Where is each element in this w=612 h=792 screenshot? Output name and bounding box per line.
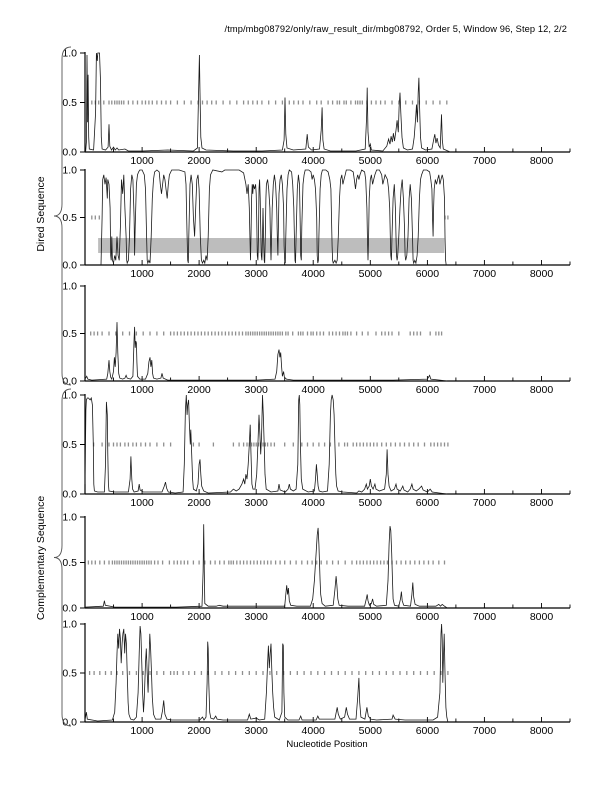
x-tick-label: 7000 (472, 611, 497, 623)
x-tick-label: 1000 (130, 268, 154, 280)
group-label-direct-sequence: Dired Sequence (35, 176, 47, 252)
y-tick-label: 0.5 (62, 97, 77, 109)
x-tick-label: 2000 (187, 497, 211, 509)
x-tick-label: 5000 (358, 611, 382, 623)
x-tick-label: 7000 (472, 725, 497, 737)
x-tick-label: 2000 (187, 611, 211, 623)
x-tick-label: 8000 (529, 384, 554, 396)
x-tick-label: 5000 (358, 497, 382, 509)
y-tick-label: 0.5 (62, 667, 77, 680)
panel-direct-3 (62, 281, 570, 397)
x-tick-label: 6000 (415, 497, 440, 509)
x-tick-label: 3000 (244, 497, 268, 509)
axes (80, 516, 570, 608)
x-tick-label: 1000 (130, 155, 154, 167)
x-tick-label: 8000 (529, 611, 554, 623)
x-tick-label: 5000 (358, 384, 382, 396)
x-tick-label: 4000 (301, 268, 325, 280)
x-tick-label: 3000 (244, 611, 268, 623)
x-tick-label: 6000 (415, 725, 440, 737)
y-tick-label: 0.0 (62, 602, 77, 615)
x-tick-label: 8000 (529, 155, 554, 167)
x-tick-label: 7000 (472, 384, 497, 396)
threshold-markers (94, 443, 448, 447)
y-tick-label: 1.0 (62, 47, 77, 60)
x-tick-label: 6000 (415, 268, 440, 280)
x-tick-label: 3000 (244, 384, 268, 396)
x-tick-label: 4000 (301, 725, 325, 737)
y-tick-label: 1.0 (62, 389, 77, 402)
x-tick-label: 7000 (472, 268, 497, 280)
probability-curve (85, 524, 447, 608)
axes (80, 285, 570, 381)
y-tick-label: 0.0 (62, 375, 77, 388)
y-tick-label: 0.0 (62, 716, 77, 729)
y-tick-label: 0.5 (62, 328, 77, 340)
y-tick-label: 0.5 (62, 439, 77, 451)
x-tick-label: 4000 (301, 384, 325, 396)
x-tick-label: 7000 (472, 497, 497, 509)
x-tick-label: 2000 (187, 268, 211, 280)
x-tick-label: 8000 (529, 725, 554, 737)
x-tick-label: 5000 (358, 155, 382, 167)
y-tick-label: 1.0 (62, 280, 77, 293)
panel-complementary-2 (62, 512, 570, 624)
x-tick-label: 4000 (301, 611, 325, 623)
threshold-markers (88, 561, 444, 565)
x-tick-label: 1000 (130, 611, 154, 623)
y-tick-label: 0.0 (62, 146, 77, 159)
group-label-complementary-sequence: Complementary Sequence (35, 495, 47, 621)
x-tick-label: 5000 (358, 268, 382, 280)
x-tick-label: 4000 (301, 497, 325, 509)
x-tick-label: 8000 (529, 497, 554, 509)
y-tick-label: 1.0 (62, 511, 77, 524)
panel-direct-2 (62, 165, 570, 281)
x-tick-label: 3000 (244, 725, 268, 737)
x-tick-label: 4000 (301, 155, 325, 167)
x-tick-label: 8000 (529, 268, 554, 280)
threshold-markers (90, 671, 448, 675)
x-tick-label: 3000 (244, 268, 268, 280)
probability-curve (85, 395, 447, 494)
y-tick-label: 1.0 (62, 164, 77, 177)
threshold-markers (91, 332, 442, 336)
panel-complementary-3 (62, 619, 570, 738)
threshold-markers (92, 101, 447, 105)
y-tick-label: 0.0 (62, 259, 77, 272)
y-tick-label: 0.5 (62, 557, 77, 569)
x-tick-label: 6000 (415, 155, 440, 167)
x-tick-label: 3000 (244, 155, 268, 167)
x-tick-label: 1000 (130, 725, 154, 737)
x-tick-label: 2000 (187, 725, 211, 737)
axes (80, 52, 570, 152)
x-tick-label: 1000 (130, 384, 154, 396)
y-tick-label: 1.0 (62, 618, 77, 631)
x-tick-label: 5000 (358, 725, 382, 737)
x-axis-title: Nucleotide Position (286, 739, 368, 750)
panel-complementary-1 (62, 390, 570, 510)
y-tick-label: 0.0 (62, 488, 77, 501)
x-tick-label: 2000 (187, 155, 211, 167)
plot-title: /tmp/mbg08792/only/raw_result_dir/mbg08792, Order 5, Window 96, Step 12, 2/2 (224, 24, 567, 34)
x-tick-label: 6000 (415, 384, 440, 396)
probability-curve (86, 53, 451, 152)
x-tick-label: 7000 (472, 155, 497, 167)
probability-curve (85, 322, 447, 381)
y-tick-label: 0.5 (62, 212, 77, 224)
panel-direct-1 (62, 48, 570, 168)
x-tick-label: 6000 (415, 611, 440, 623)
x-tick-label: 2000 (187, 384, 211, 396)
x-tick-label: 1000 (130, 497, 154, 509)
